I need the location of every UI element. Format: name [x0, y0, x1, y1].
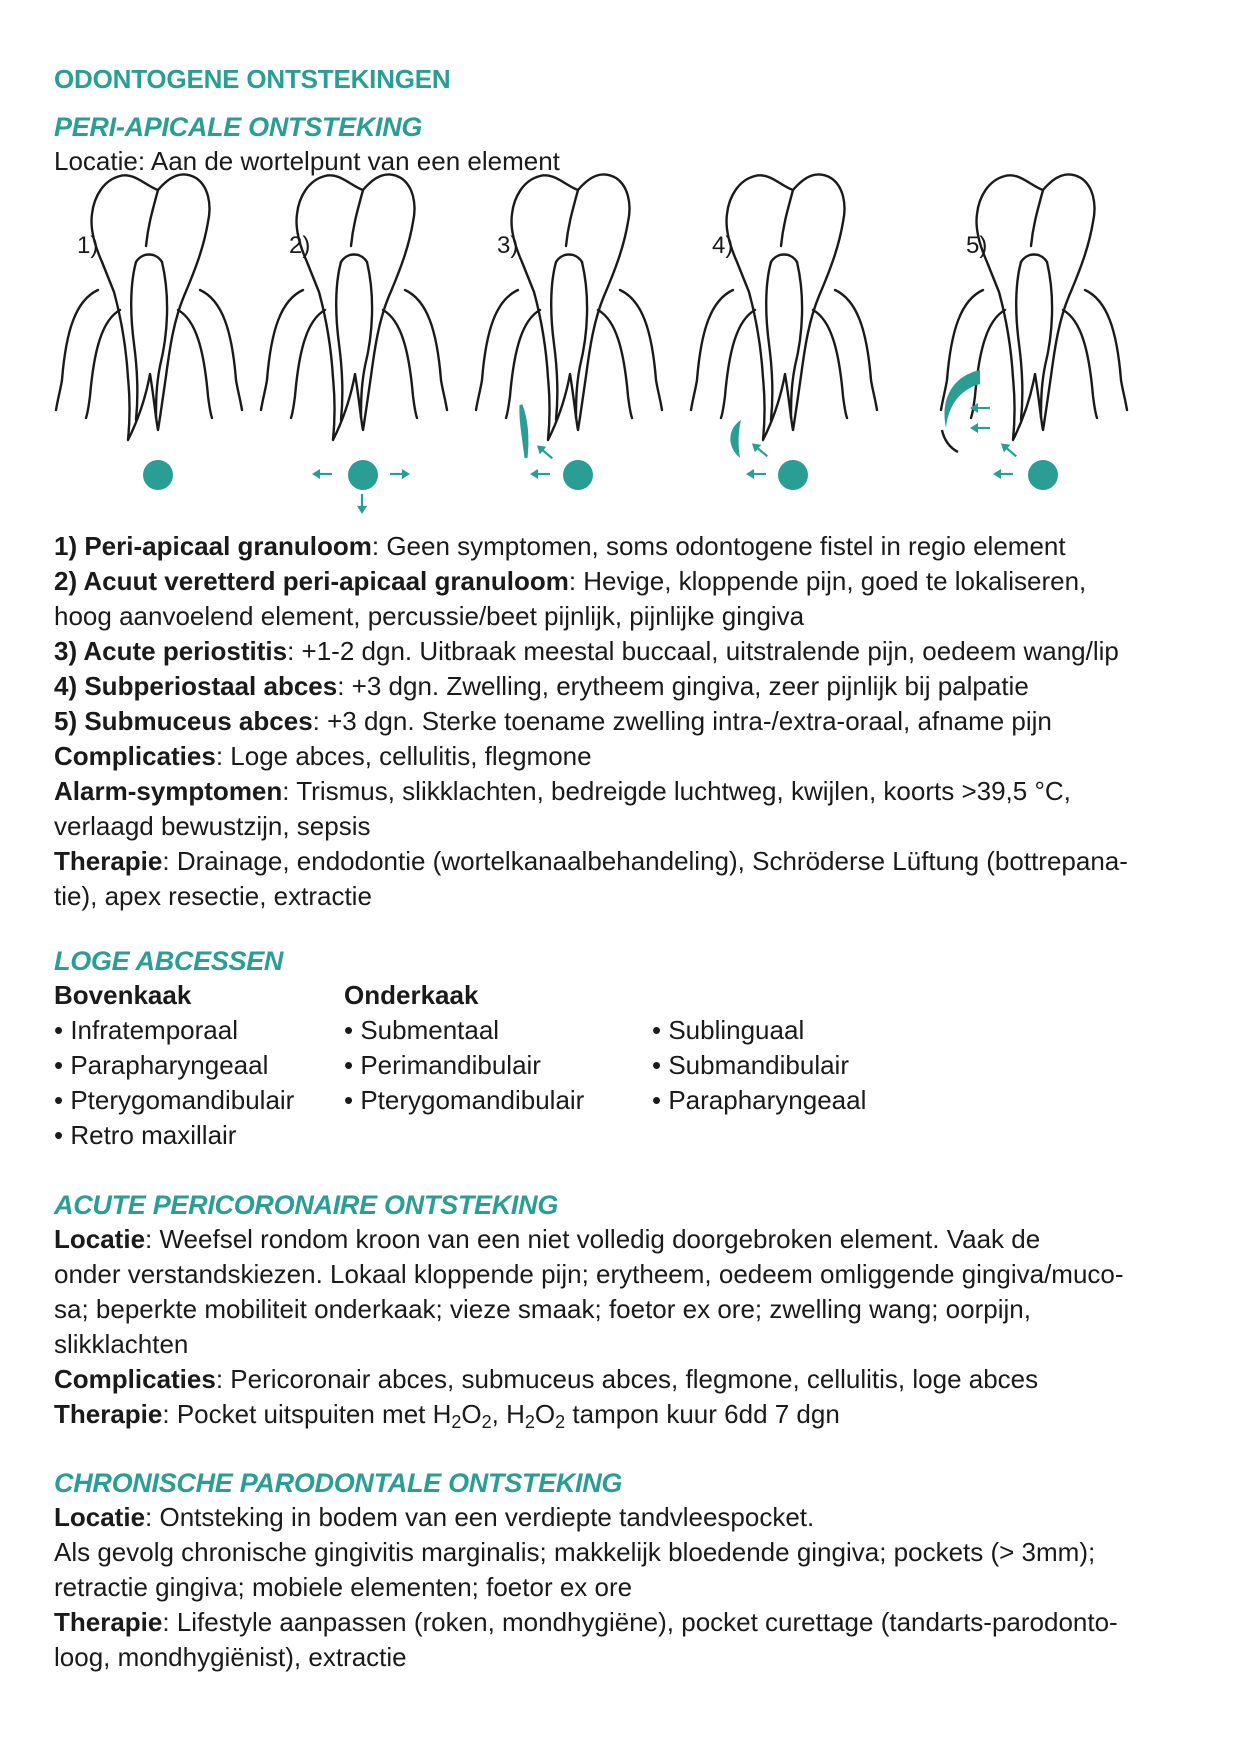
item-text: : Pocket uitspuiten met H [162, 1399, 452, 1429]
section-heading-peri-apicale: PERI-APICALE ONTSTEKING [54, 112, 423, 142]
item-line [54, 1605, 1118, 1640]
item-line [54, 1292, 1031, 1327]
item-text: O [534, 1399, 556, 1429]
item-term: 3) Acute periostitis [54, 636, 288, 666]
item-line [54, 599, 804, 634]
item-text: O [461, 1399, 482, 1429]
item-text: , H [491, 1399, 525, 1429]
item-term: Alarm-symptomen [54, 776, 283, 806]
subscript: 2 [481, 1412, 492, 1432]
item-line [54, 1362, 1038, 1397]
item-line [54, 809, 371, 844]
item-line [54, 844, 1128, 879]
item-text: sa; beperkte mobiliteit onderkaak; vieze smaak; foetor ex ore; zwelling wang; oorpijn, [54, 1294, 1031, 1324]
list-item: • Perimandibulair [344, 1050, 541, 1080]
item-text: loog, mondhygiënist), extractie [54, 1642, 407, 1672]
item-text: : Drainage, endodontie (wortelkanaalbehandeling), Schröderse Lüftung (bottrepana- [162, 846, 1128, 876]
item-text: : Pericoronair abces, submuceus abces, flegmone, cellulitis, loge abces [215, 1364, 1039, 1394]
item-text: verlaagd bewustzijn, sepsis [54, 811, 371, 841]
item-line [54, 704, 1052, 739]
item-line [54, 529, 1066, 564]
item-text: tampon kuur 6dd 7 dgn [565, 1399, 840, 1429]
list-item: • Parapharyngeaal [54, 1050, 269, 1080]
subscript: 2 [555, 1412, 566, 1432]
list-item: • Submentaal [344, 1015, 500, 1045]
item-term: 4) Subperiostaal abces [54, 671, 338, 701]
item-text: : Hevige, kloppende pijn, goed te lokaliseren, [568, 566, 1087, 596]
item-term: Complicaties [54, 741, 216, 771]
item-text: tie), apex resectie, extractie [54, 881, 372, 911]
item-text: : Weefsel rondom kroon van een niet volledig doorgebroken element. Vaak de [145, 1224, 1041, 1254]
item-line [54, 634, 1119, 669]
item-term: Locatie [54, 1224, 146, 1254]
tooth-diagram [0, 0, 1240, 540]
figure-label-4: 4) [712, 232, 734, 259]
list-item: • Parapharyngeaal [652, 1085, 867, 1115]
item-line [54, 1500, 814, 1535]
item-line [54, 879, 372, 914]
item-line [54, 1327, 188, 1362]
therapy-line [54, 1397, 840, 1432]
item-term: 1) Peri-apicaal granuloom [54, 531, 372, 561]
item-line [54, 669, 1029, 704]
list-item: • Pterygomandibulair [54, 1085, 295, 1115]
item-text: retractie gingiva; mobiele elementen; foetor ex ore [54, 1572, 633, 1602]
list-item: • Retro maxillair [54, 1120, 237, 1150]
subscript: 2 [451, 1412, 462, 1432]
item-line [54, 1570, 632, 1605]
section-heading-chronische: CHRONISCHE PARODONTALE ONTSTEKING [54, 1468, 623, 1498]
item-line [54, 1535, 1095, 1570]
item-term: Locatie [54, 1502, 146, 1532]
item-line [54, 1222, 1040, 1257]
item-text: slikklachten [54, 1329, 189, 1359]
item-term: 2) Acuut veretterd peri-apicaal granuloom [54, 566, 569, 596]
item-text: : Ontsteking in bodem van een verdiepte tandvleespocket. [145, 1502, 815, 1532]
section-heading-pericoronaire: ACUTE PERICORONAIRE ONTSTEKING [54, 1190, 559, 1220]
item-line [54, 564, 1086, 599]
column-heading-bovenkaak: Bovenkaak [54, 980, 192, 1010]
item-line [54, 774, 1071, 809]
list-item: • Sublinguaal [652, 1015, 805, 1045]
item-term: Complicaties [54, 1364, 216, 1394]
item-text: : +3 dgn. Sterke toename zwelling intra-/extra-oraal, afname pijn [312, 706, 1052, 736]
figure-label-1: 1) [77, 232, 99, 259]
item-text: : Loge abces, cellulitis, flegmone [215, 741, 592, 771]
item-text: Als gevolg chronische gingivitis marginalis; makkelijk bloedende gingiva; pockets (> 3mm); [54, 1537, 1096, 1567]
page-title: ODONTOGENE ONTSTEKINGEN [54, 64, 451, 94]
location-line: Locatie: Aan de wortelpunt van een element [54, 146, 560, 176]
item-text: : Geen symptomen, soms odontogene fistel in regio element [371, 531, 1066, 561]
list-item: • Submandibulair [652, 1050, 849, 1080]
item-line [54, 739, 592, 774]
item-text: onder verstandskiezen. Lokaal kloppende pijn; erytheem, oedeem omliggende gingiva/muco- [54, 1259, 1124, 1289]
column-heading-onderkaak: Onderkaak [344, 980, 479, 1010]
figure-label-5: 5) [966, 232, 988, 259]
item-text: : Lifestyle aanpassen (roken, mondhygiëne), pocket curettage (tandarts-parodonto- [162, 1607, 1118, 1637]
item-text: : +3 dgn. Zwelling, erytheem gingiva, zeer pijnlijk bij palpatie [337, 671, 1029, 701]
item-term: Therapie [54, 846, 163, 876]
list-item: • Pterygomandibulair [344, 1085, 585, 1115]
section-heading-loge-abcessen: LOGE ABCESSEN [54, 946, 284, 976]
item-term: Therapie [54, 1607, 163, 1637]
list-item: • Infratemporaal [54, 1015, 238, 1045]
item-text: : Trismus, slikklachten, bedreigde luchtweg, kwijlen, koorts >39,5 °C, [282, 776, 1071, 806]
item-term: 5) Submuceus abces [54, 706, 313, 736]
item-text: hoog aanvoelend element, percussie/beet pijnlijk, pijnlijke gingiva [54, 601, 805, 631]
item-term: Therapie [54, 1399, 163, 1429]
item-line [54, 1640, 407, 1675]
figure-label-2: 2) [289, 232, 311, 259]
item-line [54, 1257, 1124, 1292]
figure-label-3: 3) [497, 232, 519, 259]
subscript: 2 [524, 1412, 535, 1432]
item-text: : +1-2 dgn. Uitbraak meestal buccaal, uitstralende pijn, oedeem wang/lip [287, 636, 1119, 666]
